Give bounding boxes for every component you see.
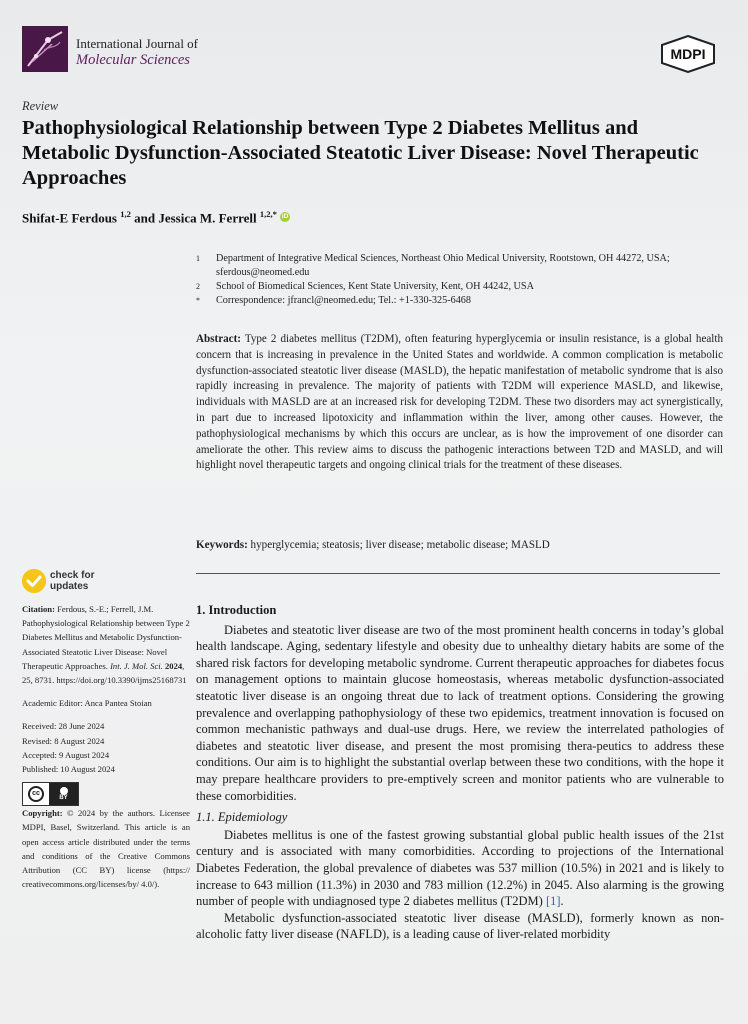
citation-rest[interactable]: , 25, 8731. https://doi.org/10.3390/ijms25168731 [22, 660, 187, 686]
affiliation-text: Correspondence: jfrancl@neomed.edu; Tel.: +1-330-325-6468 [216, 295, 471, 306]
author-name: Shifat-E Ferdous [22, 210, 117, 226]
cc-icon-box [23, 783, 49, 805]
section-heading: 1. Introduction [196, 603, 277, 617]
affiliation-text: Department of Integrative Medical Sciences, Northeast Ohio Medical University, Rootstown, OH 44272, USA; sferdous@neomed.edu [216, 253, 670, 278]
copyright-notice [22, 806, 190, 891]
publisher-name: MDPI [670, 46, 706, 62]
cc-by-license-badge[interactable] [22, 782, 79, 806]
keywords [196, 539, 723, 551]
revised-date: Revised: 8 August 2024 [22, 735, 105, 746]
sidebar-info [22, 602, 190, 891]
abstract-text: Type 2 diabetes mellitus (T2DM), often featuring hyperglycemia or insulin resistance, is a global health concern that is increasing in prevalence in the United States and worldwide. A common complication is metabolic dysfunction-associated steatotic liver disease (MASLD), the hepatic manifestation of metabolic syndrome that is also rapidly increasing in prevalence. The majority of patients with T2DM will experience MASLD, and likewise, individuals with MASLD are at an increased risk for developing T2DM. These two disorders may act synergistically, in part due to increased lipotoxicity and inflammation within the liver, among other causes. However, the pathophysiological mechanisms by which this occurs are unclear, as is how the improvement of one disorder can ameliorate the other. This review aims to discuss the pathogenic interactions between T2D and MASLD, and will highlight novel therapeutic targets and ongoing clinical trials for the treatment of these diseases. [196, 333, 724, 472]
person-icon [60, 787, 68, 795]
article-title: Pathophysiological Relationship between Type 2 Diabetes Mellitus and Metabolic Dysfunction-Associated Steatotic Liver Disease: Novel Therapeutic Approaches [22, 117, 699, 189]
affiliation-item [196, 280, 726, 294]
abstract [196, 332, 723, 474]
body-paragraph: Diabetes and steatotic liver disease are two of the most prominent health concerns in today’s global health landscape. Aging, sedentary lifestyle and obesity due to unhealthy dietary habits are some of the shared risk factors for developing metabolic syndrome. Current therapeutic approaches for diabetes focus on management options to maintain glucose homeostasis, whereas metabolic dysfunction-associated steatotic liver disease is an ongoing threat due to lack of treatment options. Considering the growing prevalence and overlapping pathophysiology of these two epidemics, treatment innovation is focused on common mechanistic pathways and dual-use drugs. Here, we review the interrelated pathologies of diabetes and steatotic liver disease, and present the most promising thera-peutics to address these conditions. Our aim is to highlight the substantial overlap between these two conditions, with the hope it may prepare healthcare providers to pre-emptively screen and monitor patients who are vulnerable to these comorbidities. [196, 622, 724, 803]
body-paragraph [196, 827, 724, 910]
affiliation-list [196, 252, 726, 308]
check-for-updates-button[interactable] [22, 569, 94, 593]
by-label: BY [59, 794, 68, 801]
affiliation-text: School of Biomedical Sciences, Kent State University, Kent, OH 44242, USA [216, 281, 534, 292]
subsection-heading: 1.1. Epidemiology [196, 810, 288, 825]
mdpi-logo-icon [660, 35, 716, 73]
citation [22, 602, 190, 687]
check-updates-label [50, 570, 94, 592]
citation-journal: Int. J. Mol. Sci. [110, 660, 163, 671]
accepted-date: Accepted: 9 August 2024 [22, 749, 110, 760]
orcid-icon[interactable]: iD [281, 213, 289, 221]
received-date: Received: 28 June 2024 [22, 721, 105, 732]
citation-text: Ferdous, S.-E.; Ferrell, J.M. Pathophysiological Relationship between Type 2 Diabetes Mellitus and Metabolic Dysfunction-Associated Steatotic Liver Disease: Novel Therapeutic Approaches. [22, 604, 190, 671]
author-separator: and [134, 210, 156, 226]
affiliation-item [196, 294, 726, 308]
journal-name-line2: Molecular Sciences [76, 52, 190, 68]
article-body [196, 602, 724, 943]
copyright-text: © 2024 by the authors. Licensee MDPI, Basel, Switzerland. This article is an open access article distributed under the terms and conditions of the Creative Commons Attribution (CC BY) license (https:// creativecommons.org/licenses/by/ 4.0/). [22, 808, 190, 890]
paragraph-text: Diabetes mellitus is one of the fastest growing substantial global public health issues of the 21st century and is associated with many comorbidities. According to projections of the International Diabetes Federation, the global prevalence of diabetes was 537 million (10.5%) in 2021 and is likely to increase to 643 million (11.3%) in 2030 and 783 million (12.2%) in 2045. Also alarming is the growing number of people with undiagnosed type 2 diabetes mellitus (T2DM) [196, 827, 724, 909]
abstract-label: Abstract: [196, 333, 241, 345]
cc-icon: cc [28, 786, 44, 802]
body-paragraph: Metabolic dysfunction-associated steatotic liver disease (MASLD), formerly known as non-alcoholic fatty liver disease (NAFLD), is a leading cause of liver-related morbidity [196, 910, 724, 942]
author-affiliation-marks: 1,2 [120, 209, 131, 219]
section-divider [196, 573, 720, 574]
reference-link[interactable]: [1] [545, 894, 561, 909]
author-list [22, 209, 290, 226]
affiliation-mark: 2 [196, 282, 200, 291]
journal-name [76, 36, 198, 68]
keywords-label: Keywords: [196, 539, 248, 551]
article-type: Review [22, 99, 59, 113]
journal-logo-icon [22, 26, 68, 72]
paragraph-end: . [560, 894, 564, 909]
copyright-label: Copyright: [22, 808, 63, 819]
check-updates-icon [22, 569, 46, 593]
citation-label: Citation: [22, 604, 55, 614]
journal-name-line1: International Journal of [76, 36, 199, 51]
citation-year: 2024 [164, 660, 183, 671]
academic-editor: Academic Editor: Anca Pantea Stoian [22, 698, 152, 709]
author-name: Jessica M. Ferrell [158, 210, 257, 226]
published-date: Published: 10 August 2024 [22, 764, 115, 775]
affiliation-item [196, 252, 726, 280]
affiliation-mark: 1 [196, 254, 200, 263]
author-affiliation-marks: 1,2,* [259, 209, 277, 219]
check-updates-line1: check for [50, 570, 95, 581]
check-updates-line2: updates [50, 581, 89, 592]
affiliation-mark: * [196, 296, 200, 305]
by-icon-box [49, 783, 78, 805]
keywords-text: hyperglycemia; steatosis; liver disease; metabolic disease; MASLD [250, 539, 550, 551]
